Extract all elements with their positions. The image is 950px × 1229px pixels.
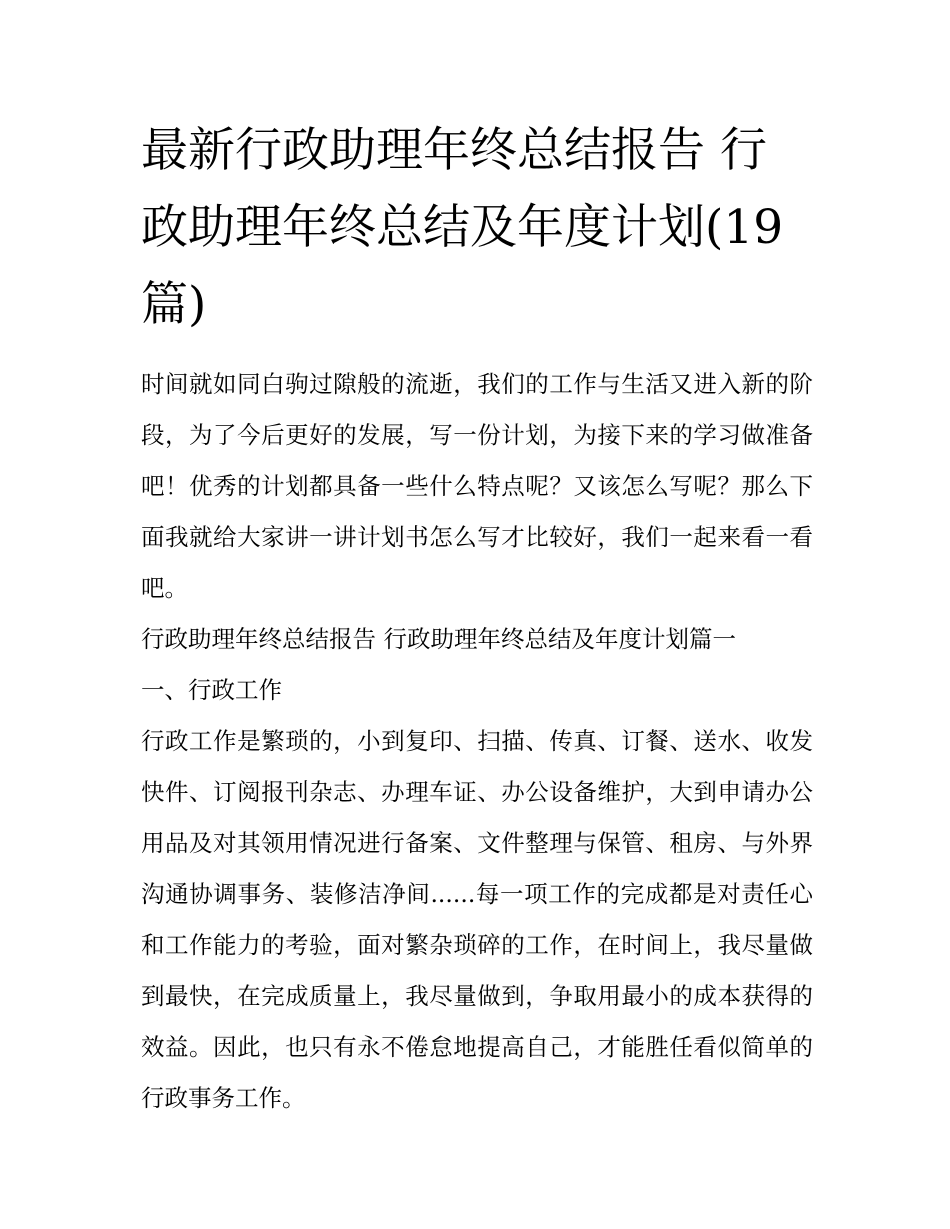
document-title: 最新行政助理年终总结报告 行政助理年终总结及年度计划(19篇) [141, 123, 784, 332]
section-heading: 行政助理年终总结报告 行政助理年终总结及年度计划篇一 [141, 625, 736, 653]
body-paragraph: 行政工作是繁琐的，小到复印、扫描、传真、订餐、送水、收发快件、订阅报刊杂志、办理车证、办公设备维护，大到申请办公用品及对其领用情况进行备案、文件整理与保管、租房、与外界沟通协调事务、装修洁净间......每一项工作的完成都是对责任心和工作能力的考验，面对繁杂琐碎的工作，在时间上，我尽量做到最快，在完成质量上，我尽量做到，争取用最小的成本获得的效益。因此，也只有永不倦怠地提高自己，才能胜任看似简单的行政事务工作。 [141, 727, 813, 1112]
intro-paragraph: 时间就如同白驹过隙般的流逝，我们的工作与生活又进入新的阶段，为了今后更好的发展，写一份计划，为接下来的学习做准备吧！优秀的计划都具备一些什么特点呢？又该怎么写呢？那么下面我就给大家讲一讲计划书怎么写才比较好，我们一起来看一看吧。 [141, 370, 813, 602]
subsection-heading: 一、行政工作 [141, 676, 282, 704]
document-page [141, 112, 813, 1124]
